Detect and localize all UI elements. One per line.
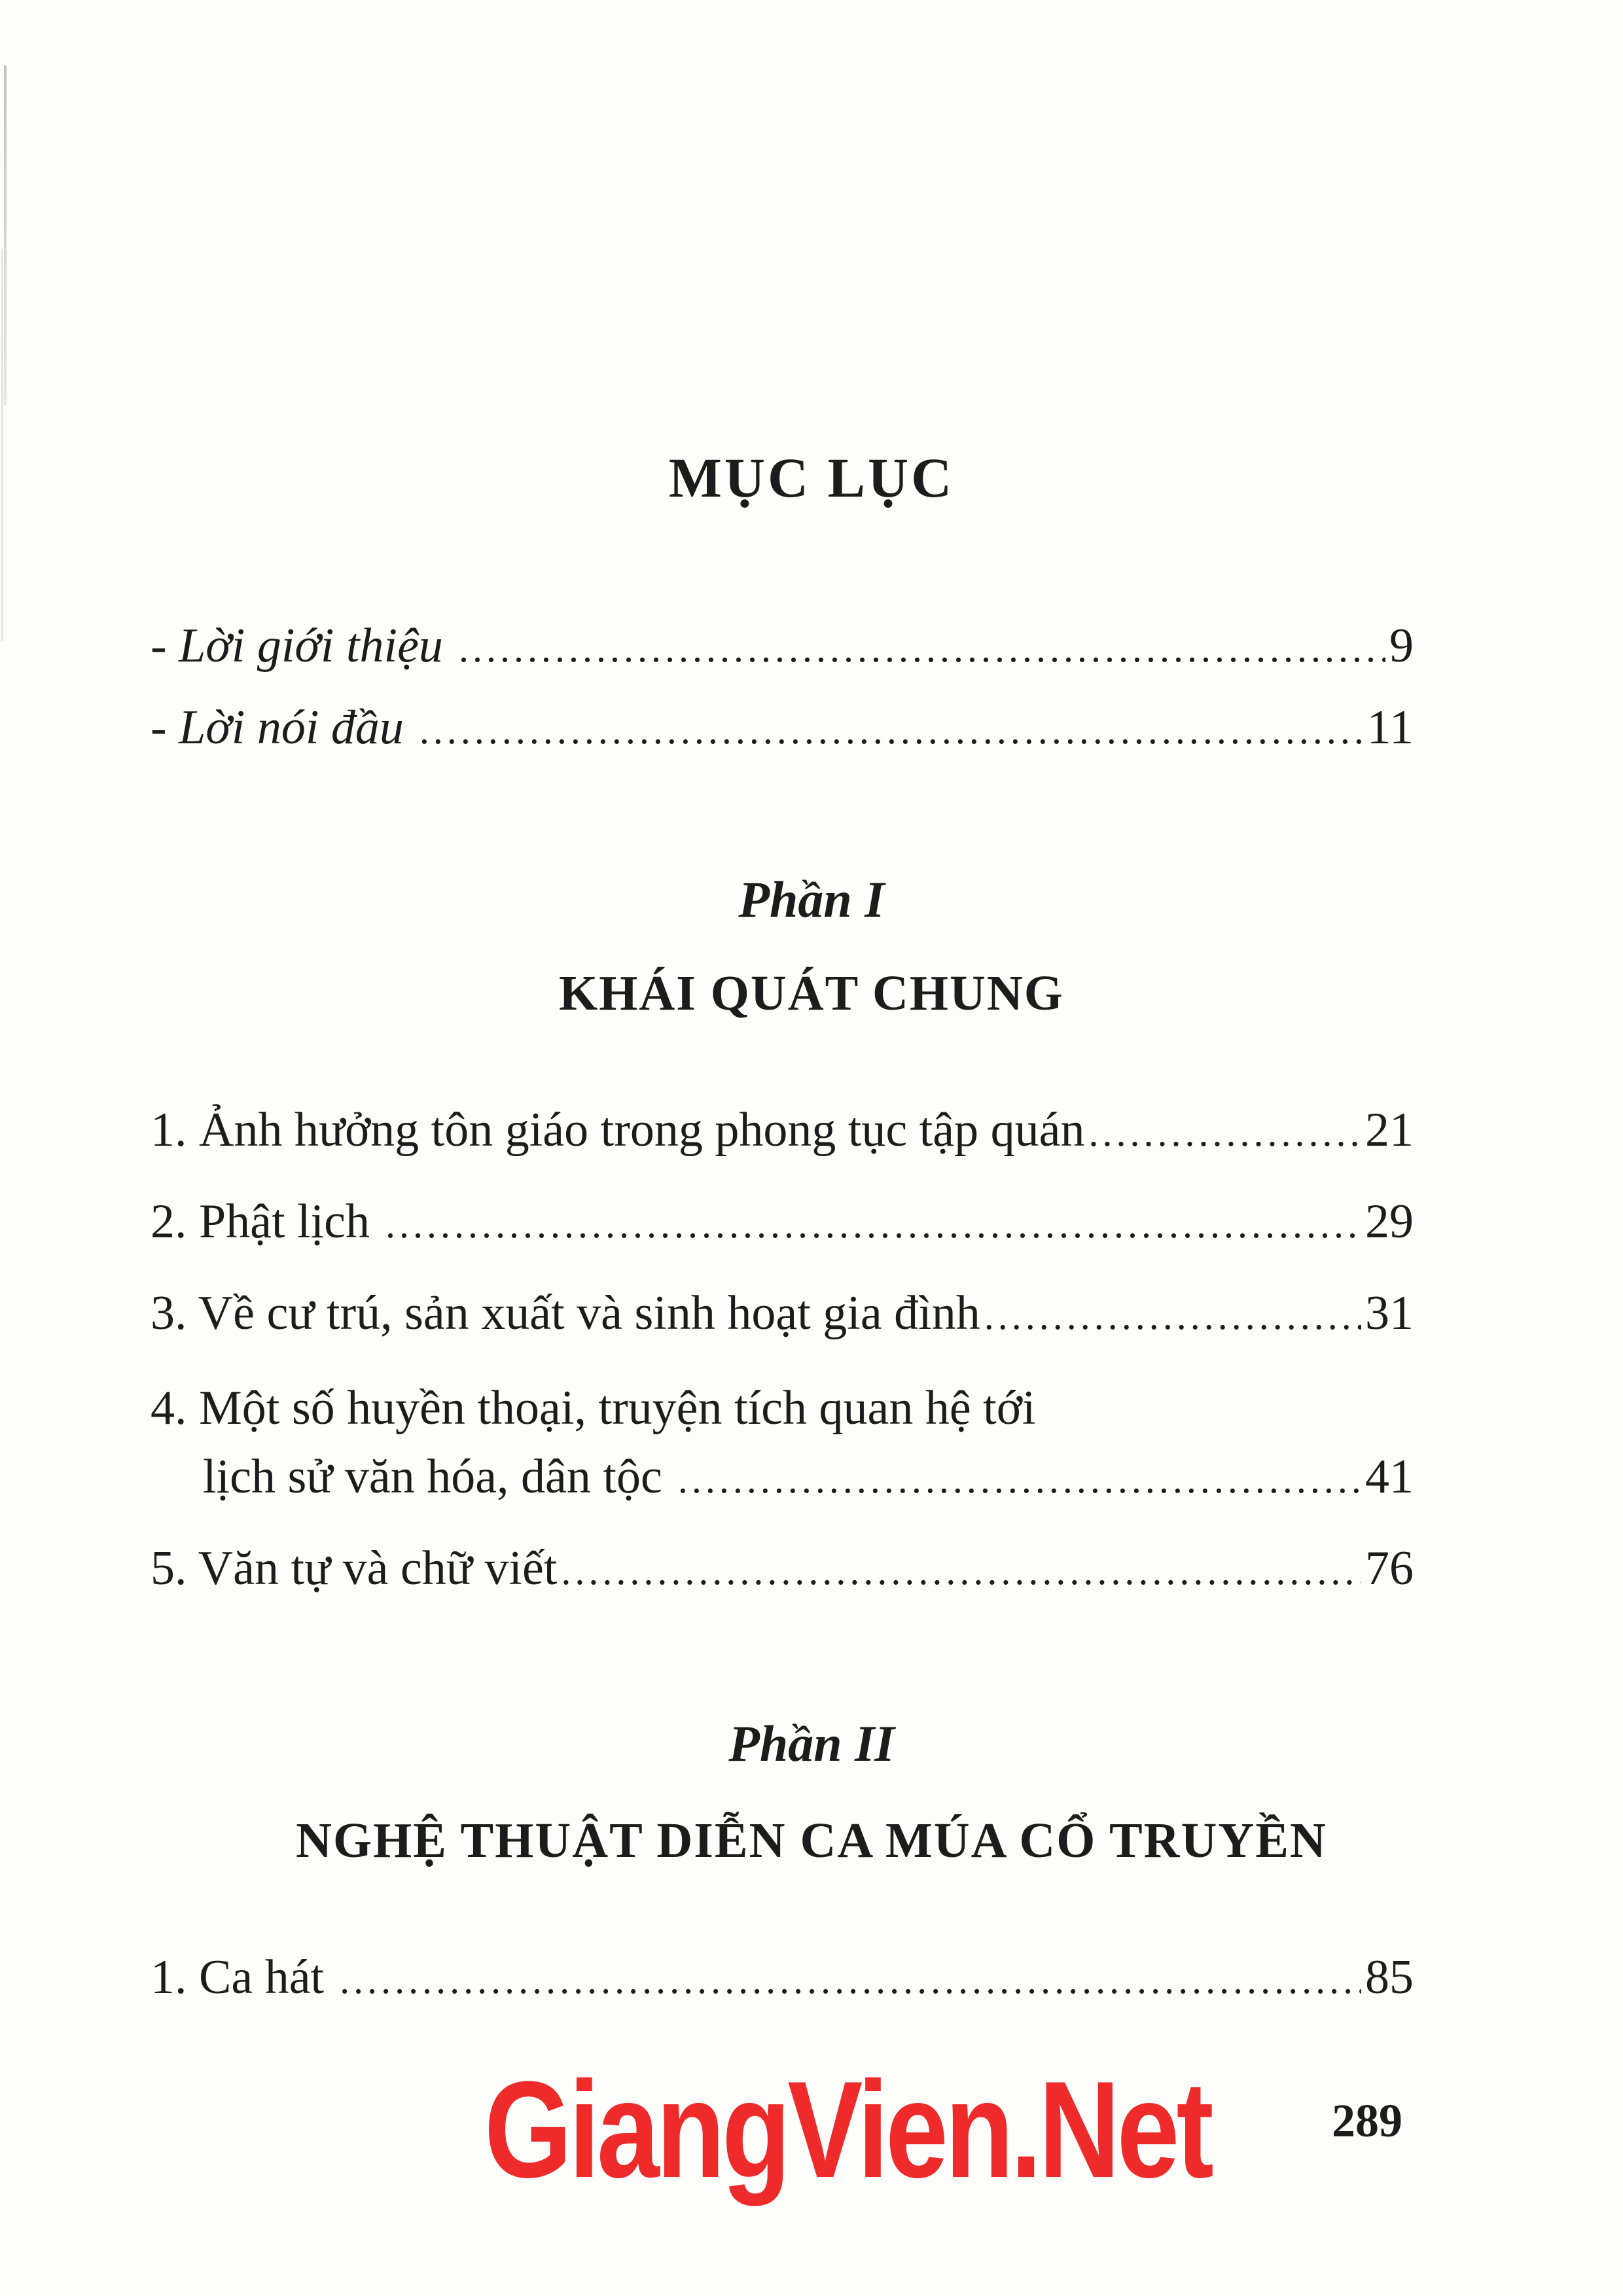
toc-entry-part1-3[interactable] <box>151 1286 1414 1340</box>
toc-entry-part1-2[interactable] <box>151 1197 1414 1246</box>
toc-leader-dots <box>1089 1113 1362 1152</box>
toc-leader-dots <box>678 1460 1361 1499</box>
toc-entry-label: - Lời giới thiệu <box>151 619 443 673</box>
toc-leader-dots <box>984 1296 1361 1335</box>
toc-entry-page: 11 <box>1366 701 1414 754</box>
toc-entry-part1-4[interactable] <box>203 1450 1414 1504</box>
part-2-label: Phần II <box>728 1715 895 1772</box>
page-edge-shadow <box>4 65 7 406</box>
toc-entry-part2-1[interactable] <box>151 1953 1414 2002</box>
toc-leader-dots <box>340 1960 1361 2000</box>
toc-entry-page: 9 <box>1389 619 1414 673</box>
toc-entry-page: 21 <box>1365 1103 1414 1157</box>
part-1-label: Phần I <box>738 871 885 928</box>
toc-entry-page: 85 <box>1365 1951 1414 2004</box>
toc-entry-part1-1[interactable] <box>151 1103 1414 1157</box>
toc-entry-label: 1. Ca hát <box>151 1951 325 2004</box>
toc-leader-dots <box>419 711 1363 750</box>
toc-leader-dots <box>385 1205 1361 1244</box>
toc-entry-label: 1. Ảnh hưởng tôn giáo trong phong tục tập quán <box>151 1103 1085 1157</box>
toc-entry-label: 5. Văn tự và chữ viết <box>151 1542 558 1595</box>
toc-entry-page: 41 <box>1365 1450 1414 1504</box>
toc-entry-part1-4-line1[interactable]: 4. Một số huyền thoại, truyện tích quan hệ tới <box>151 1381 1036 1435</box>
toc-leader-dots <box>561 1551 1361 1591</box>
page-number: 289 <box>1332 2094 1402 2147</box>
toc-entry-intro[interactable] <box>151 619 1414 673</box>
watermark-logo: GiangVien.Net <box>484 2053 1211 2206</box>
part-2-heading: NGHỆ THUẬT DIỄN CA MÚA CỔ TRUYỀN <box>296 1813 1327 1868</box>
toc-entry-label: - Lời nói đầu <box>151 701 404 754</box>
toc-entry-part1-5[interactable] <box>151 1544 1414 1593</box>
page-title: MỤC LỤC <box>668 446 955 509</box>
toc-leader-dots <box>459 629 1385 668</box>
toc-entry-preface[interactable] <box>151 703 1414 752</box>
toc-entry-label: 2. Phật lịch <box>151 1195 370 1248</box>
part-1-heading: KHÁI QUÁT CHUNG <box>559 966 1064 1021</box>
toc-entry-page: 31 <box>1365 1286 1414 1340</box>
toc-entry-page: 29 <box>1365 1195 1414 1248</box>
toc-entry-page: 76 <box>1365 1542 1414 1595</box>
toc-entry-label-continued: lịch sử văn hóa, dân tộc <box>203 1450 662 1504</box>
toc-entry-label: 3. Về cư trú, sản xuất và sinh hoạt gia đình <box>151 1286 980 1340</box>
